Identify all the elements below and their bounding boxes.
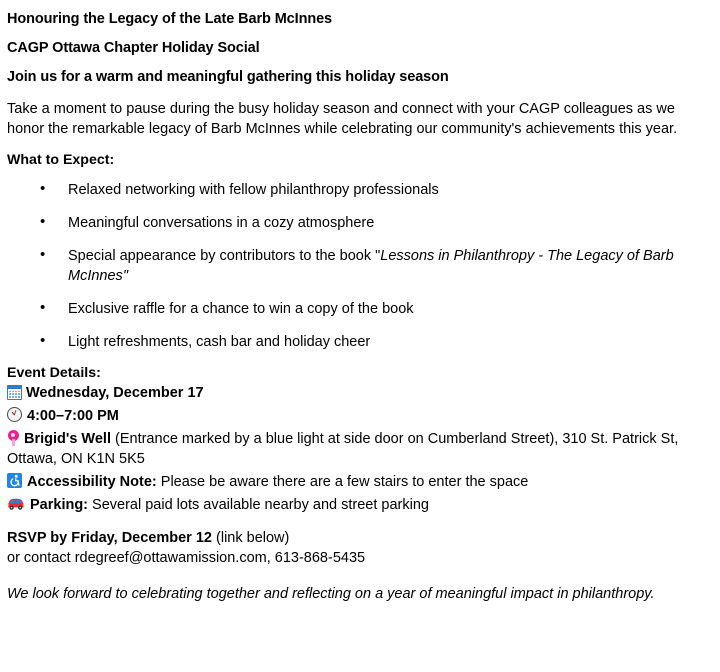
list-item-text: Meaningful conversations in a cozy atmosphere xyxy=(68,214,375,231)
rsvp-block xyxy=(7,529,712,568)
expectations-list xyxy=(7,180,712,352)
detail-accessibility-text: Please be aware there are a few stairs to enter the space xyxy=(156,473,529,490)
heading-secondary: CAGP Ottawa Chapter Holiday Social xyxy=(7,39,260,56)
detail-venue-address: (Entrance marked by a blue light at side door on Cumberland Street), 310 St. Patrick St, Ottawa, ON K1N 5K5 xyxy=(7,430,679,467)
location-pin-icon xyxy=(7,430,20,446)
list-item xyxy=(7,213,712,233)
detail-row-date xyxy=(7,383,712,403)
wheelchair-accessibility-icon xyxy=(7,473,23,489)
rsvp-deadline-line xyxy=(7,529,712,548)
detail-row-parking xyxy=(7,495,712,515)
book-title-italic: Lessons in Philanthropy - The Legacy of Barb McInnes xyxy=(68,247,674,284)
detail-parking-label: Parking: xyxy=(30,496,89,513)
closing-statement: We look forward to celebrating together and reflecting on a year of meaningful impact in philanthropy. xyxy=(7,585,655,602)
detail-date-value: Wednesday, December 17 xyxy=(26,384,204,401)
clock-icon xyxy=(7,407,23,423)
list-item-text-after: " xyxy=(122,267,128,284)
what-to-expect-heading: What to Expect: xyxy=(7,151,115,168)
list-item xyxy=(7,246,712,286)
detail-time-value: 4:00–7:00 PM xyxy=(27,407,119,424)
rsvp-contact-line: or contact rdegreef@ottawamission.com, 613-868-5435 xyxy=(7,549,366,566)
intro-paragraph: Take a moment to pause during the busy holiday season and connect with your CAGP colleagues as we honor the remarkable legacy of Barb McInnes while celebrating our community's achievements this year. xyxy=(7,100,678,138)
heading-tertiary: Join us for a warm and meaningful gathering this holiday season xyxy=(7,68,449,85)
list-item-text: Exclusive raffle for a chance to win a copy of the book xyxy=(68,300,414,317)
heading-primary: Honouring the Legacy of the Late Barb McInnes xyxy=(7,11,333,27)
event-details-heading: Event Details: xyxy=(7,364,101,381)
detail-parking-text: Several paid lots available nearby and street parking xyxy=(88,496,429,513)
detail-accessibility-label: Accessibility Note: xyxy=(27,473,157,490)
rsvp-deadline: RSVP by Friday, December 12 xyxy=(7,529,212,546)
list-item-text: Special appearance by contributors to the book " xyxy=(68,247,381,264)
detail-row-accessibility xyxy=(7,472,712,492)
rsvp-link-note: (link below) xyxy=(211,529,290,546)
list-item xyxy=(7,332,712,352)
detail-row-time xyxy=(7,406,712,426)
list-item-text: Relaxed networking with fellow philanthropy professionals xyxy=(68,181,439,198)
list-item xyxy=(7,180,712,200)
detail-row-venue xyxy=(7,429,712,469)
car-icon xyxy=(7,496,26,512)
list-item xyxy=(7,299,712,319)
calendar-icon xyxy=(7,385,22,400)
detail-venue-name: Brigid's Well xyxy=(24,430,111,447)
list-item-text: Light refreshments, cash bar and holiday cheer xyxy=(68,333,371,350)
